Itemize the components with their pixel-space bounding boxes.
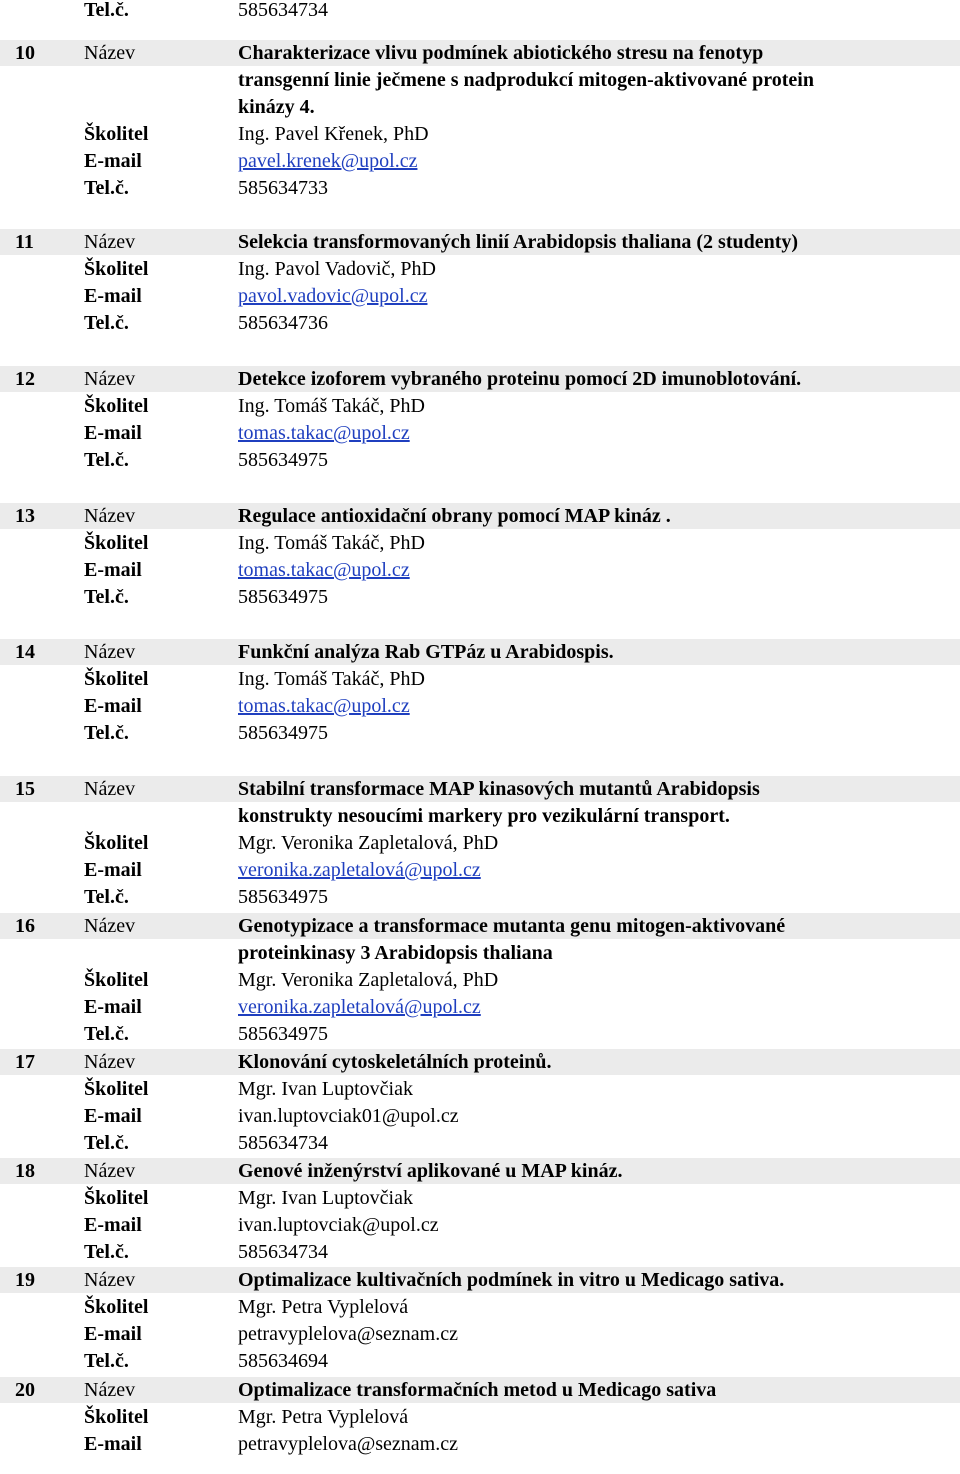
title-row [0, 366, 960, 392]
tel-value: 585634975 [238, 449, 328, 471]
entry-number: 20 [15, 1379, 35, 1401]
entry-number: 18 [15, 1160, 35, 1182]
supervisor-row [0, 1404, 960, 1431]
email-row [0, 420, 960, 447]
tel-row [0, 310, 960, 337]
title-label: Název [84, 505, 136, 527]
entry-number: 19 [15, 1269, 35, 1291]
title-row [0, 229, 960, 255]
tel-value: 585634736 [238, 312, 328, 334]
tel-row [0, 447, 960, 474]
supervisor-row [0, 1185, 960, 1212]
tel-row [0, 1021, 960, 1048]
tel-row [0, 884, 960, 911]
supervisor-name: Ing. Pavol Vadovič, PhD [238, 258, 436, 280]
tel-row [0, 584, 960, 611]
supervisor-label: Školitel [84, 395, 149, 417]
tel-row [0, 1348, 960, 1375]
email-link[interactable]: tomas.takac@upol.cz [238, 422, 410, 444]
entry-number: 13 [15, 505, 35, 527]
email-link: ivan.luptovciak@upol.cz [238, 1214, 439, 1236]
entry-number: 10 [15, 42, 35, 64]
email-link[interactable]: veronika.zapletalová@upol.cz [238, 996, 481, 1018]
entry-number: 17 [15, 1051, 35, 1073]
supervisor-name: Ing. Pavel Křenek, PhD [238, 123, 429, 145]
title-label: Název [84, 778, 136, 800]
email-label: E-mail [84, 996, 142, 1018]
tel-label: Tel.č. [84, 177, 129, 199]
supervisor-row [0, 1076, 960, 1103]
tel-label: Tel.č. [84, 0, 129, 21]
supervisor-name: Ing. Tomáš Takáč, PhD [238, 668, 425, 690]
supervisor-row [0, 830, 960, 857]
tel-value: 585634734 [238, 1241, 328, 1263]
tel-value: 585634975 [238, 1023, 328, 1045]
supervisor-row [0, 1294, 960, 1321]
project-title-line: Charakterizace vlivu podmínek abiotického stresu na fenotyp [238, 42, 764, 64]
email-link[interactable]: pavel.krenek@upol.cz [238, 150, 418, 172]
title-continuation-row [0, 803, 960, 830]
supervisor-label: Školitel [84, 258, 149, 280]
project-title-line: konstrukty nesoucími markery pro vezikulární transport. [238, 805, 730, 827]
title-continuation-row [0, 94, 960, 121]
supervisor-row [0, 393, 960, 420]
entry-number: 14 [15, 641, 35, 663]
title-row [0, 1267, 960, 1293]
title-label: Název [84, 368, 136, 390]
tel-row [0, 720, 960, 747]
tel-label: Tel.č. [84, 1132, 129, 1154]
tel-label: Tel.č. [84, 886, 129, 908]
project-title-line: Detekce izoforem vybraného proteinu pomocí 2D imunoblotování. [238, 368, 802, 390]
tel-value: 585634694 [238, 1350, 328, 1372]
email-label: E-mail [84, 559, 142, 581]
supervisor-name: Mgr. Veronika Zapletalová, PhD [238, 969, 499, 991]
title-row [0, 913, 960, 939]
title-label: Název [84, 1160, 136, 1182]
tel-value: 585634733 [238, 177, 328, 199]
project-title-line: Genové inženýrství aplikované u MAP kináz. [238, 1160, 623, 1182]
tel-label: Tel.č. [84, 1241, 129, 1263]
email-label: E-mail [84, 859, 142, 881]
email-label: E-mail [84, 1214, 142, 1236]
supervisor-label: Školitel [84, 1187, 149, 1209]
tel-row [0, 175, 960, 202]
entry-number: 12 [15, 368, 35, 390]
supervisor-name: Ing. Tomáš Takáč, PhD [238, 532, 425, 554]
project-title-line: kinázy 4. [238, 96, 315, 118]
email-link: petravyplelova@seznam.cz [238, 1433, 458, 1455]
tel-row [0, 1239, 960, 1266]
email-label: E-mail [84, 1323, 142, 1345]
project-title-line: Klonování cytoskeletálních proteinů. [238, 1051, 552, 1073]
email-link[interactable]: tomas.takac@upol.cz [238, 559, 410, 581]
supervisor-name: Mgr. Petra Vyplelová [238, 1296, 409, 1318]
project-title-line: proteinkinasy 3 Arabidopsis thaliana [238, 942, 553, 964]
project-title-line: Optimalizace kultivačních podmínek in vitro u Medicago sativa. [238, 1269, 785, 1291]
title-row [0, 1049, 960, 1075]
supervisor-name: Ing. Tomáš Takáč, PhD [238, 395, 425, 417]
tel-label: Tel.č. [84, 1350, 129, 1372]
title-label: Název [84, 915, 136, 937]
supervisor-label: Školitel [84, 1296, 149, 1318]
email-row [0, 557, 960, 584]
project-title-line: Optimalizace transformačních metod u Medicago sativa [238, 1379, 717, 1401]
project-title-line: Stabilní transformace MAP kinasových mutantů Arabidopsis [238, 778, 760, 800]
tel-value: 585634975 [238, 722, 328, 744]
supervisor-label: Školitel [84, 532, 149, 554]
supervisor-row [0, 666, 960, 693]
email-row [0, 1103, 960, 1130]
supervisor-name: Mgr. Ivan Luptovčiak [238, 1187, 413, 1209]
top-tel-row [0, 0, 960, 24]
email-row [0, 283, 960, 310]
title-label: Název [84, 42, 136, 64]
supervisor-row [0, 967, 960, 994]
title-row [0, 776, 960, 802]
title-row [0, 503, 960, 529]
email-link: ivan.luptovciak01@upol.cz [238, 1105, 459, 1127]
tel-label: Tel.č. [84, 586, 129, 608]
tel-label: Tel.č. [84, 449, 129, 471]
email-link[interactable]: tomas.takac@upol.cz [238, 695, 410, 717]
entry-number: 16 [15, 915, 35, 937]
supervisor-label: Školitel [84, 832, 149, 854]
project-title-line: Genotypizace a transformace mutanta genu mitogen-aktivované [238, 915, 786, 937]
project-title-line: Selekcia transformovaných linií Arabidopsis thaliana (2 studenty) [238, 231, 799, 253]
email-row [0, 148, 960, 175]
project-title-line: Regulace antioxidační obrany pomocí MAP kináz . [238, 505, 671, 527]
title-row [0, 639, 960, 665]
tel-value: 585634734 [238, 1132, 328, 1154]
supervisor-name: Mgr. Petra Vyplelová [238, 1406, 409, 1428]
email-row [0, 1431, 960, 1458]
email-link[interactable]: pavol.vadovic@upol.cz [238, 285, 428, 307]
entry-number: 15 [15, 778, 35, 800]
title-row [0, 1158, 960, 1184]
email-label: E-mail [84, 695, 142, 717]
email-label: E-mail [84, 150, 142, 172]
title-label: Název [84, 1051, 136, 1073]
title-row [0, 40, 960, 66]
supervisor-label: Školitel [84, 123, 149, 145]
title-label: Název [84, 231, 136, 253]
supervisor-label: Školitel [84, 969, 149, 991]
title-label: Název [84, 1379, 136, 1401]
supervisor-row [0, 121, 960, 148]
title-label: Název [84, 1269, 136, 1291]
email-row [0, 857, 960, 884]
entry-number: 11 [15, 231, 34, 253]
title-continuation-row [0, 940, 960, 967]
supervisor-label: Školitel [84, 1406, 149, 1428]
tel-value: 585634975 [238, 586, 328, 608]
supervisor-name: Mgr. Ivan Luptovčiak [238, 1078, 413, 1100]
email-row [0, 693, 960, 720]
project-title-line: Funkční analýza Rab GTPáz u Arabidospis. [238, 641, 614, 663]
supervisor-label: Školitel [84, 1078, 149, 1100]
supervisor-label: Školitel [84, 668, 149, 690]
supervisor-name: Mgr. Veronika Zapletalová, PhD [238, 832, 499, 854]
email-row [0, 1321, 960, 1348]
title-label: Název [84, 641, 136, 663]
email-row [0, 994, 960, 1021]
email-link: petravyplelova@seznam.cz [238, 1323, 458, 1345]
project-title-line: transgenní linie ječmene s nadprodukcí mitogen-aktivované protein [238, 69, 814, 91]
email-label: E-mail [84, 1433, 142, 1455]
tel-value: 585634734 [238, 0, 328, 21]
email-row [0, 1212, 960, 1239]
supervisor-row [0, 530, 960, 557]
email-link[interactable]: veronika.zapletalová@upol.cz [238, 859, 481, 881]
title-continuation-row [0, 67, 960, 94]
tel-value: 585634975 [238, 886, 328, 908]
title-row [0, 1377, 960, 1403]
tel-row [0, 1130, 960, 1157]
tel-label: Tel.č. [84, 312, 129, 334]
email-label: E-mail [84, 285, 142, 307]
email-label: E-mail [84, 422, 142, 444]
supervisor-row [0, 256, 960, 283]
email-label: E-mail [84, 1105, 142, 1127]
tel-label: Tel.č. [84, 722, 129, 744]
tel-label: Tel.č. [84, 1023, 129, 1045]
